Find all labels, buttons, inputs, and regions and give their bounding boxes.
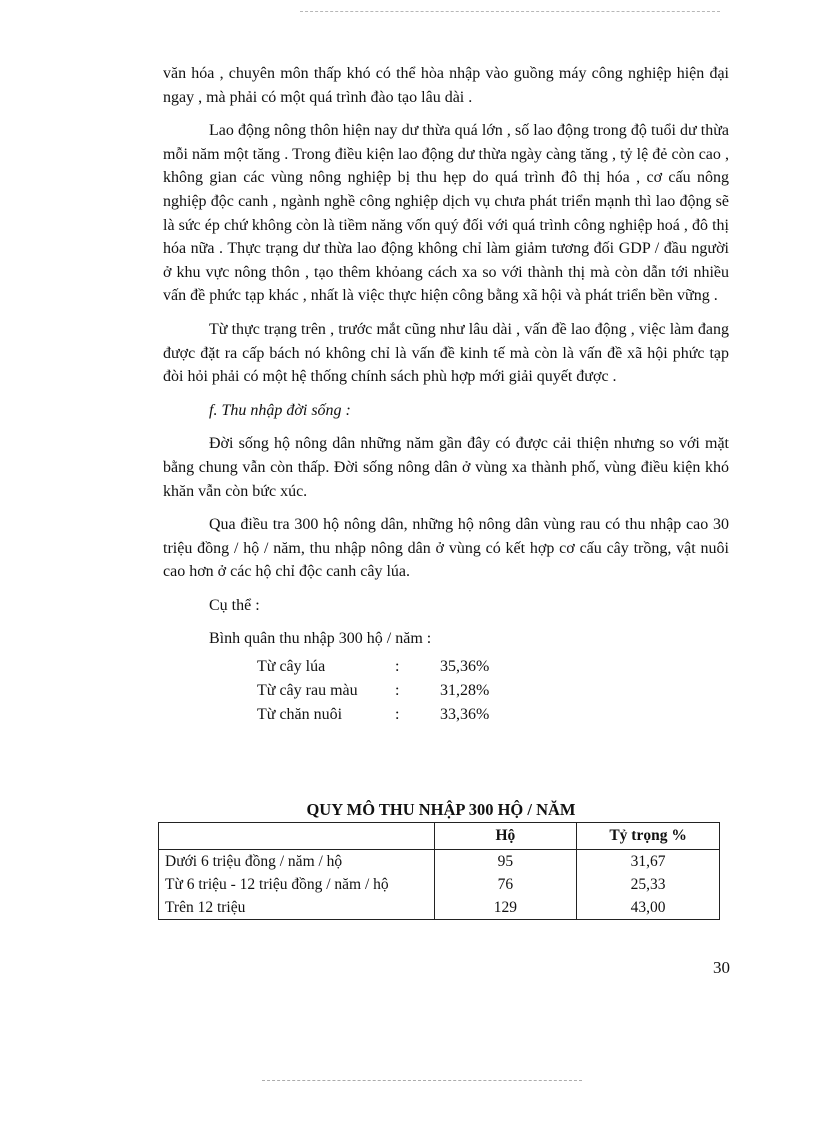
- income-source-label: Từ cây lúa: [257, 658, 326, 676]
- scan-artifact-bottom: [262, 1080, 582, 1083]
- income-source-separator: :: [395, 706, 400, 724]
- table-row: [159, 896, 720, 920]
- income-source-separator: :: [395, 658, 400, 676]
- table-cell: 76: [434, 873, 577, 896]
- income-source-label: Từ chăn nuôi: [257, 706, 343, 724]
- table-header-cell: Tỷ trọng %: [577, 823, 720, 850]
- income-source-value: 31,28%: [440, 682, 490, 700]
- paragraph-2: Lao động nông thôn hiện nay dư thừa quá lớn , số lao động trong độ tuổi dư thừa mỗi năm một tăng . Trong điều kiện lao động dư thừa ngày càng tăng , tỷ lệ đẻ còn cao , không gian các vùng nông nghiệp bị thu hẹp do quá trình đô thị hóa , cơ cấu nông nghiệp độc canh , ngành nghề công nghiệp dịch vụ chưa phát triển mạnh thì lao động sẽ là sức ép chứ không còn là tiềm năng vốn quý đối với quá trình công nghiệp hoá , đô thị hóa nữa . Thực trạng dư thừa lao động không chỉ làm giảm tương đối GDP / đầu người ở khu vực nông thôn , tạo thêm khỏang cách xa so với thành thị mà còn dẫn tới nhiều vấn đề phức tạp khác , nhất là việc thực hiện công bằng xã hội và phát triển bền vững .: [163, 122, 729, 305]
- income-table: [158, 822, 720, 920]
- table-cell: 31,67: [577, 850, 720, 874]
- scan-artifact-top: [300, 11, 720, 14]
- section-heading-f: f. Thu nhập đời sống :: [209, 401, 351, 419]
- table-title: QUY MÔ THU NHẬP 300 HỘ / NĂM: [306, 800, 576, 819]
- table-cell: 95: [434, 850, 577, 874]
- average-income-label: Bình quân thu nhập 300 hộ / năm :: [209, 630, 432, 648]
- income-source-value: 33,36%: [440, 706, 490, 724]
- cu-the-label: Cụ thể :: [209, 596, 260, 614]
- income-source-separator: :: [395, 682, 400, 700]
- income-source-label: Từ cây rau màu: [257, 682, 358, 700]
- table-header-cell: Hộ: [434, 823, 577, 850]
- table-cell: 43,00: [577, 896, 720, 920]
- income-source-list: [257, 655, 729, 727]
- table-header-row: [159, 823, 720, 850]
- paragraph-1: văn hóa , chuyên môn thấp khó có thể hòa nhập vào guồng máy công nghiệp hiện đại ngay , mà phải có một quá trình đào tạo lâu dài .: [163, 65, 729, 106]
- table-header-cell: [159, 823, 435, 850]
- table-cell: Trên 12 triệu: [159, 896, 435, 920]
- table-cell: Từ 6 triệu - 12 triệu đồng / năm / hộ: [159, 873, 435, 896]
- table-row: [159, 873, 720, 896]
- income-source-row: [257, 655, 729, 679]
- table-cell: Dưới 6 triệu đồng / năm / hộ: [159, 850, 435, 874]
- body-text: [163, 62, 729, 727]
- paragraph-3: Từ thực trạng trên , trước mắt cũng như lâu dài , vấn đề lao động , việc làm đang được đặt ra cấp bách nó không chỉ là vấn đề kinh tế mà còn là vấn đề xã hội phức tạp đòi hỏi phải có một hệ thống chính sách phù hợp mới giải quyết được .: [163, 320, 729, 386]
- table-cell: 25,33: [577, 873, 720, 896]
- table-row: [159, 850, 720, 874]
- paragraph-5: Qua điều tra 300 hộ nông dân, những hộ nông dân vùng rau có thu nhập cao 30 triệu đồng / hộ / năm, thu nhập nông dân ở vùng có kết hợp cơ cấu cây trồng, vật nuôi cao hơn ở các hộ chỉ độc canh cây lúa.: [163, 516, 729, 581]
- income-source-row: [257, 679, 729, 703]
- paragraph-4: Đời sống hộ nông dân những năm gần đây có được cải thiện nhưng so với mặt bằng chung vẫn còn thấp. Đời sống nông dân ở vùng xa thành phố, vùng điều kiện khó khăn vẫn còn bức xúc.: [163, 435, 729, 500]
- income-source-value: 35,36%: [440, 658, 490, 676]
- page-number: 30: [713, 958, 730, 977]
- table-cell: 129: [434, 896, 577, 920]
- income-source-row: [257, 703, 729, 727]
